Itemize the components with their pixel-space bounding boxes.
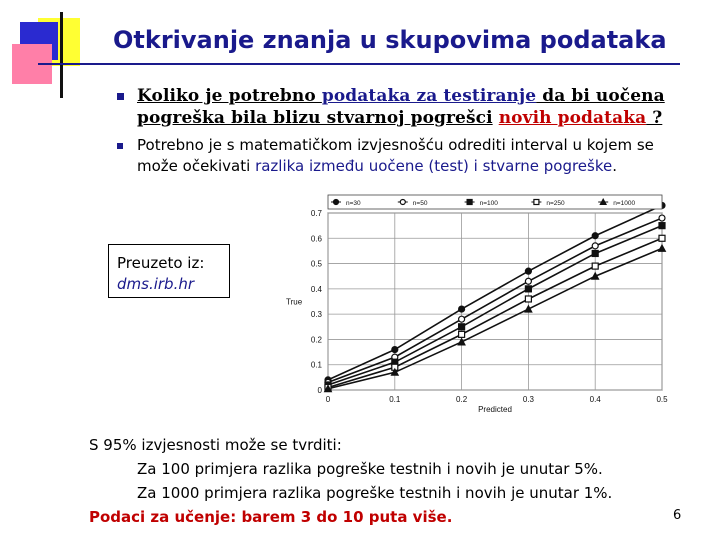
data-point-n-100 (525, 286, 531, 292)
data-point-n-50 (525, 278, 531, 284)
data-point-n-250 (459, 331, 465, 337)
legend-marker (334, 200, 339, 205)
x-tick-label: 0.4 (589, 395, 601, 404)
legend-label: n=30 (346, 200, 361, 207)
x-axis-label: Predicted (478, 405, 512, 414)
paragraph-text: . (612, 157, 618, 175)
legend-marker (534, 200, 539, 205)
question-text: Koliko je potrebno (137, 86, 322, 106)
page-title: Otkrivanje znanja u skupovima podataka (113, 26, 667, 54)
paragraph-text: može očekivati (137, 157, 256, 175)
legend-label: n=250 (546, 200, 565, 207)
page-number: 6 (673, 508, 682, 523)
legend-marker (400, 200, 405, 205)
data-point-n-50 (459, 316, 465, 322)
conclusion: Podaci za učenje: barem 3 do 10 puta više. (89, 508, 453, 526)
question-text: da bi uočena (536, 86, 665, 106)
question-highlight-new: novih podataka (498, 108, 647, 128)
x-tick-label: 0 (325, 395, 331, 404)
data-point-n-100 (659, 223, 665, 229)
y-tick-label: 0 (317, 386, 322, 395)
data-point-n-100 (459, 324, 465, 330)
y-tick-label: 0.3 (310, 310, 322, 320)
question-text: pogreška bila blizu stvarnoj pogrešci (137, 108, 493, 128)
data-point-n-250 (592, 263, 598, 269)
y-tick-label: 0.7 (310, 209, 322, 218)
y-tick-label: 0.5 (310, 259, 322, 269)
legend-label: n=50 (412, 200, 428, 207)
legend-label: n=100 (479, 200, 498, 207)
y-tick-label: 0.6 (310, 234, 322, 244)
question-text: ? (646, 108, 663, 128)
y-tick-label: 0.4 (310, 284, 322, 294)
data-point-n-100 (592, 250, 598, 256)
paragraph-line-1: Potrebno je s matematičkom izvjesnošću odrediti interval u kojem se (137, 136, 654, 154)
y-tick-label: 0.2 (310, 335, 322, 345)
data-point-n-50 (592, 243, 598, 249)
legend-marker (467, 200, 472, 205)
data-point-n-30 (592, 233, 598, 239)
bottom-line-3: Za 1000 primjera razlika pogreške testnih i novih je unutar 1%. (137, 484, 613, 502)
data-point-n-30 (525, 268, 531, 274)
data-point-n-250 (525, 296, 531, 302)
bottom-line-1: S 95% izvjesnosti može se tvrditi: (89, 436, 342, 454)
bottom-line-2: Za 100 primjera razlika pogreške testnih i novih je unutar 5%. (137, 460, 603, 478)
x-tick-label: 0.5 (656, 395, 668, 404)
question-highlight-test: podataka za testiranje (321, 86, 537, 106)
data-point-n-250 (659, 235, 665, 241)
source-link[interactable]: dms.irb.hr (117, 275, 195, 293)
data-point-n-50 (659, 215, 665, 221)
source-box (108, 244, 230, 298)
x-tick-label: 0.1 (389, 395, 401, 404)
legend-label: n=1000 (613, 200, 636, 207)
y-axis-label: True (286, 297, 303, 307)
y-tick-label: 0.1 (310, 360, 322, 370)
paragraph-highlight: razlika između uočene (test) i stvarne pogreške (255, 157, 613, 175)
x-tick-label: 0.3 (522, 395, 534, 404)
data-point-n-30 (392, 347, 398, 353)
x-tick-label: 0.2 (456, 395, 468, 404)
source-label: Preuzeto iz: (117, 254, 205, 272)
data-point-n-30 (459, 306, 465, 312)
